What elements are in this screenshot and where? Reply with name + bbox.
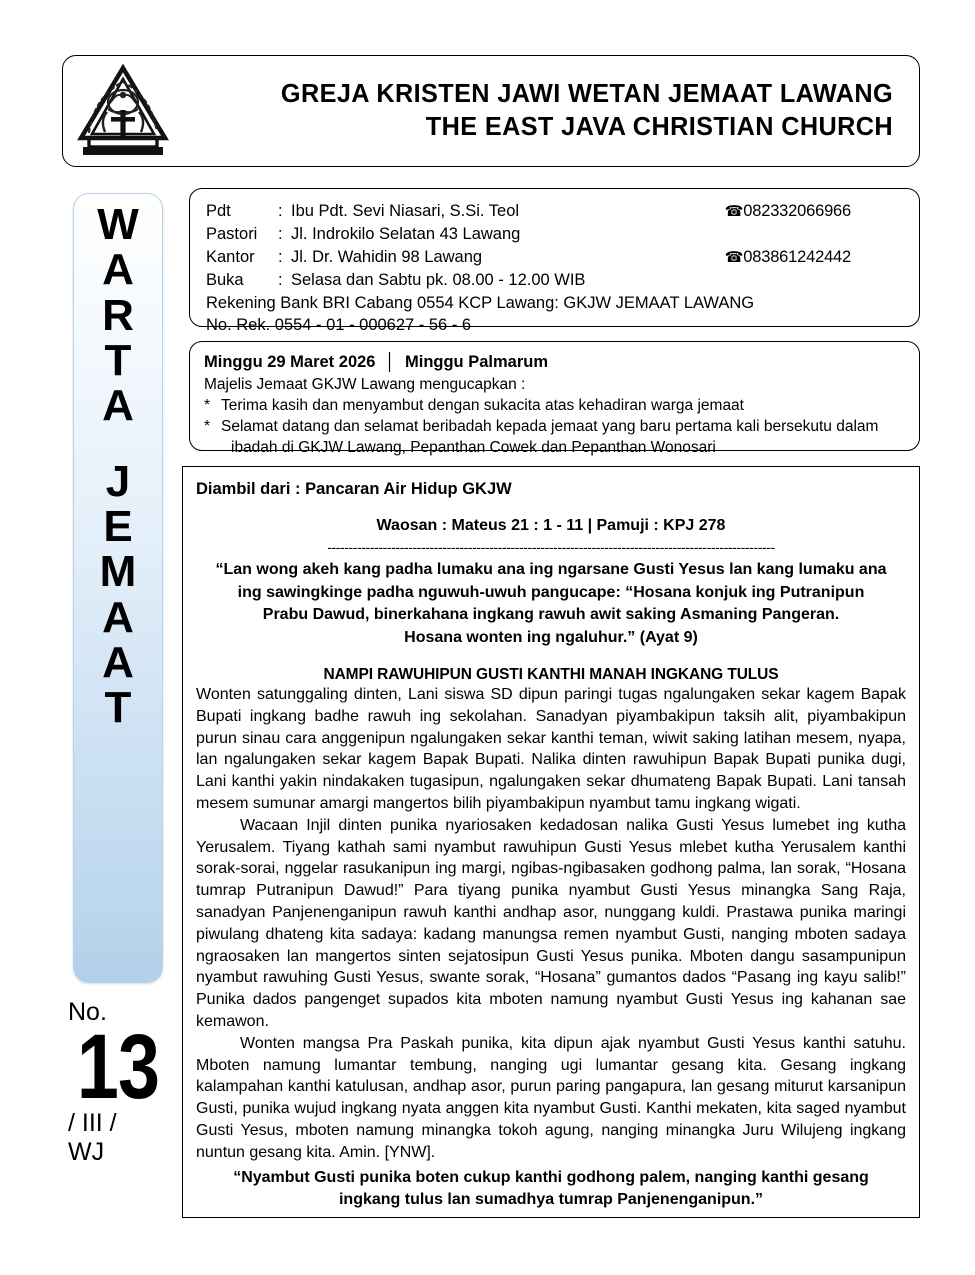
phone-number: 082332066966: [743, 202, 851, 220]
header-title-group: [183, 78, 919, 143]
verse-line: ing sawingkinge padha nguwuh-uwuh pangucape: “Hosana konjuk ing Putranipun: [237, 583, 865, 601]
info-row-office: [206, 246, 903, 269]
issue-number-block: [62, 1000, 174, 1166]
church-logo: [63, 59, 183, 163]
bank-account-number: No. Rek. 0554 - 01 - 000627 - 56 - 6: [206, 316, 472, 335]
info-value: Ibu Pdt. Sevi Niasari, S.Si. Teol: [291, 202, 520, 220]
info-label: Buka: [206, 271, 244, 290]
sidebar-letter: E: [103, 501, 133, 551]
closing-quote: “Nyambut Gusti punika boten cukup kanthi godhong palem, nanging kanthi gesang ingkang tulus lan sumadhya tumrap Panjenenganipun.”: [233, 1168, 869, 1208]
bank-account-name: Rekening Bank BRI Cabang 0554 KCP Lawang: GKJW JEMAAT LAWANG: [206, 293, 755, 312]
bullet-marker: *: [204, 397, 211, 414]
content-source: Diambil dari : Pancaran Air Hidup GKJW: [196, 480, 512, 498]
sermon-paragraph: Wonten mangsa Pra Paskah punika, kita dipun ajak nyambut Gusti Yesus kanthi satuhu. Mboten namung lumantar tembung, nanging ugi lumantar gesang kita. Gesang ingkang kalampahan kanthi katulusan, andhap asor, purun paring pangapura, lan gesang miturut karsanipun Gusti, punika wujud ingkang nyata anggen kita nyambut Gusti. Kanthi mekaten, kita saged nyambut Gusti Yesus, mboten namung minangka tokoh agung, nanging minangka Juru Wilujeng ingkang nuntun gesang kita. Amin. [YNW].: [196, 1034, 906, 1161]
sidebar-letter: T: [104, 335, 132, 385]
bullet-text: Terima kasih dan menyambut dengan sukacita atas kehadiran warga jemaat: [221, 397, 744, 414]
phone-icon: ☎: [724, 203, 744, 220]
info-label: Pastori: [206, 225, 258, 244]
office-phone: [725, 246, 903, 269]
info-value: Jl. Indrokilo Selatan 43 Lawang: [291, 225, 521, 244]
sidebar-letter: M: [99, 547, 137, 597]
info-value: Jl. Dr. Wahidin 98 Lawang: [291, 247, 483, 266]
info-separator: :: [278, 271, 283, 290]
sidebar-letter: R: [102, 290, 134, 340]
info-separator: :: [278, 225, 283, 244]
info-value: Selasa dan Sabtu pk. 08.00 - 12.00 WIB: [291, 271, 586, 290]
church-name-indonesian: GREJA KRISTEN JAWI WETAN JEMAAT LAWANG: [280, 80, 893, 109]
sidebar-letter: A: [102, 381, 134, 431]
verse-line: “Lan wong akeh kang padha lumaku ana ing ngarsane Gusti Yesus lan kang lumaku ana: [215, 561, 887, 578]
scripture-reading-reference: Waosan : Mateus 21 : 1 - 11 | Pamuji : KPJ 278: [376, 517, 726, 534]
verse-line: Hosana wonten ing ngaluhur.” (Ayat 9): [404, 628, 698, 646]
sidebar-letter: J: [105, 456, 131, 506]
info-label: Kantor: [206, 247, 255, 266]
greeting-bullet-1: [204, 395, 905, 416]
sermon-paragraph: Wonten satunggaling dinten, Lani siswa SD dipun paringi tugas ngalungaken sekar kagem Bapak Bupati ingkang badhe rawuh ing sekolahan. Sanadyan piyambakipun taksih alit, piyambakipun purun sinau cara anggenipun ngalungaken sekar kanthi teman, wiwit saking latihan mesem, nyapa, lan ngalungaken sekar kagem Bapak Bupati. Nalika dinten rawuhipun Bapak Bupati punika dugi, Lani kanthi yakin nindakaken tugasipun, ngalungaken sekar dhumateng Bapak Bupati. Lani tansah mesem sumunar amargi mangertos bilih piyambakipun nyambut tamu ingkang wigati.: [196, 686, 906, 812]
phone-icon: ☎: [724, 248, 744, 266]
greeting-box: [189, 341, 920, 456]
scripture-verse: [196, 559, 906, 649]
greeting-bullet-2-continuation: ibadah di GKJW Lawang, Pepanthan Cowek dan Pepanthan Wonosari: [231, 439, 716, 456]
phone-number: 083861242442: [743, 247, 851, 266]
sidebar-letter: W: [97, 200, 139, 249]
issue-label: No.: [68, 998, 107, 1026]
heading-divider: │: [385, 353, 396, 371]
sidebar-letter: A: [102, 592, 134, 642]
verse-line: Prabu Dawud, binerkahana ingkang rawuh awit saking Asmaning Pangeran.: [262, 606, 840, 623]
info-separator: :: [278, 202, 283, 220]
info-row-pastor: [206, 200, 903, 223]
service-date-heading: [204, 351, 905, 373]
sermon-title: NAMPI RAWUHIPUN GUSTI KANTHI MANAH INGKANG TULUS: [323, 666, 779, 683]
info-separator: :: [278, 247, 283, 266]
dashed-separator: ---------------------------------------------------------------------------------------------------------: [327, 541, 775, 554]
contact-info-box: [189, 188, 920, 335]
church-name-english: THE EAST JAVA CHRISTIAN CHURCH: [425, 113, 893, 141]
sidebar-warta-jemaat: [73, 193, 163, 983]
service-date: Minggu 29 Maret 2026: [204, 353, 376, 371]
info-label: Pdt: [206, 202, 231, 220]
church-triangle-cross-emblem-icon: [75, 62, 171, 160]
header-banner: [62, 55, 920, 167]
issue-suffix-code: WJ: [68, 1137, 105, 1166]
sermon-paragraph: Wacaan Injil dinten punika nyariosaken kedadosan nalika Gusti Yesus lumebet ing kutha Yerusalem. Tiyang kathah sami nyambut rawuhipun Gusti Yesus mlebet kutha Yerusalem kanthi sorak-sorai, nggelar rasukanipun ing margi, ngibas-ngibasaken godhong palma, lan sorak, “Hosana tumrap Putranipun Dawud!” Para tiyang punika nyambut Gusti Yesus minangka Sang Raja, sanadyan Panjenenganipun rawuh kanthi andhap asor, nunggang kuldi. Prastawa punika maringi piwulang dhateng kita sadaya: kadang manungsa remen nyambut Gusti, nanging mboten sadaya ngraosaken lan mangertos sinten sejatosipun Gusti Yesus punika. Mboten dangu sasampunipun nyambut rawuhing Gusti Yesus, swante sorak, “Hosana” gumantos dados “Pasang ing kayu salib!” Punika dados pangenget supados kita mboten namung nyambut Gusti Yesus ing kahanan sae kemawon.: [196, 816, 906, 1030]
greeting-intro: Majelis Jemaat GKJW Lawang mengucapkan :: [204, 376, 526, 393]
issue-number: 13: [76, 1016, 160, 1118]
bullet-text: Selamat datang dan selamat beribadah kepada jemaat yang baru pertama kali bersekutu dalam: [221, 418, 879, 435]
info-row-pastori: [206, 223, 903, 245]
greeting-bullet-2: [204, 416, 905, 437]
devotional-content-box: [182, 466, 920, 1218]
sidebar-letter: A: [102, 637, 134, 687]
sidebar-letter: A: [102, 245, 134, 295]
service-occasion: Minggu Palmarum: [404, 353, 548, 371]
bullet-marker: *: [204, 418, 211, 435]
sidebar-letter: T: [104, 683, 132, 733]
info-row-hours: [206, 269, 903, 291]
pastor-phone: [725, 200, 903, 223]
issue-suffix-roman: / III /: [68, 1108, 117, 1137]
